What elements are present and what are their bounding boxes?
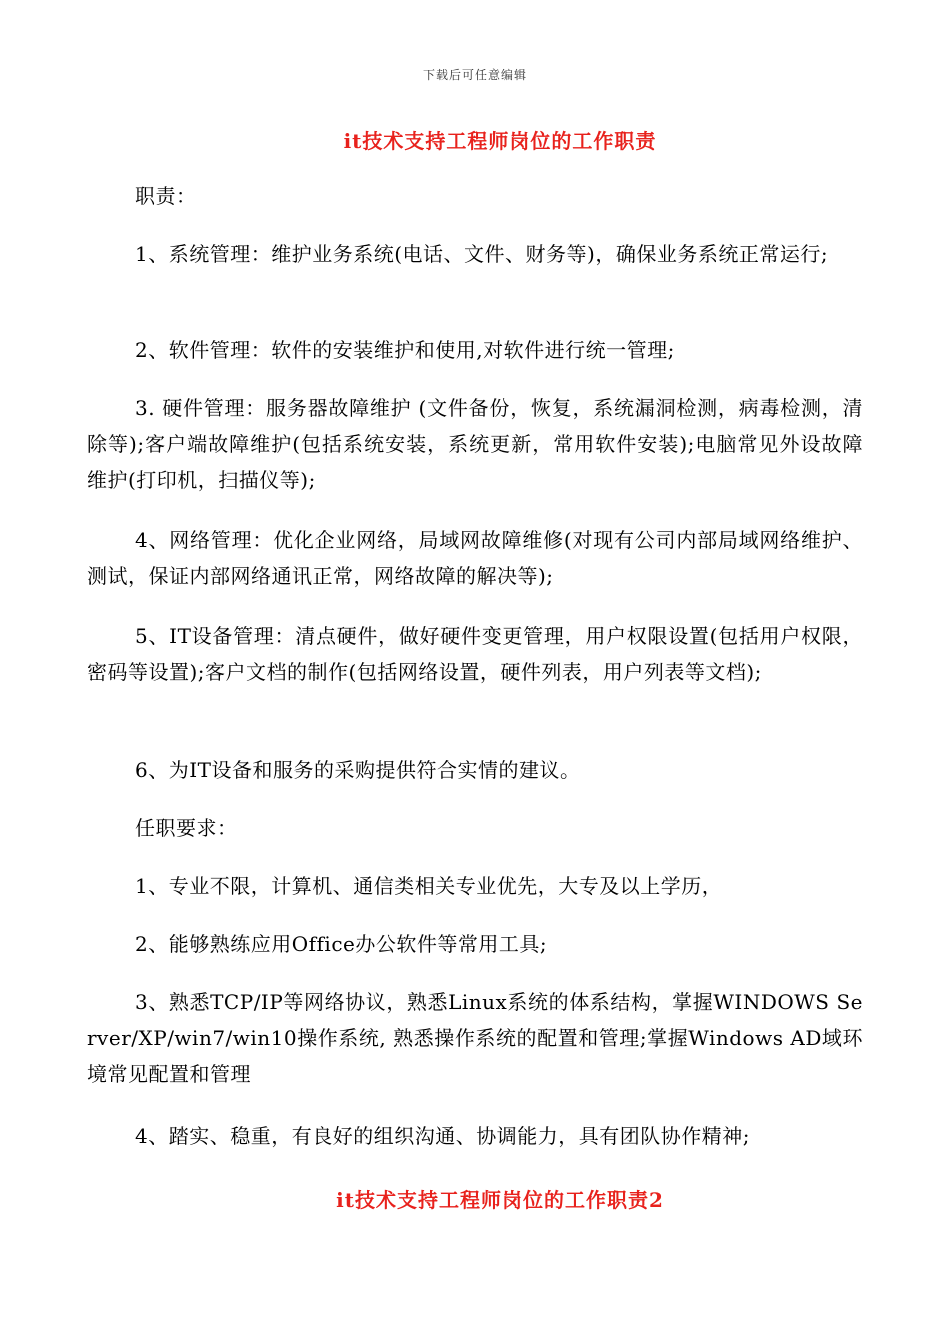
header-note: 下载后可任意编辑	[422, 68, 527, 82]
duty-item-1: 1、系统管理：维护业务系统(电话、文件、财务等)，确保业务系统正常运行;	[135, 242, 829, 266]
requirement-item-3: 3、熟悉TCP/IP等网络协议，熟悉Linux系统的体系结构，掌握WINDOWS Server/XP/win7/win10操作系统, 熟悉操作系统的配置和管理;掌握Windows AD域环境常见配置和管理	[87, 990, 863, 1086]
duties-heading: 职责：	[135, 184, 197, 208]
duty-item-2: 2、软件管理：软件的安装维护和使用,对软件进行统一管理;	[135, 338, 675, 362]
document-title: it技术支持工程师岗位的工作职责	[343, 129, 657, 153]
section-title-2: it技术支持工程师岗位的工作职责2	[336, 1188, 664, 1212]
requirement-item-2: 2、能够熟练应用Office办公软件等常用工具;	[135, 932, 548, 956]
duty-item-6: 6、为IT设备和服务的采购提供符合实情的建议。	[135, 758, 581, 782]
requirements-heading: 任职要求：	[135, 816, 238, 840]
duty-item-5: 5、IT设备管理：清点硬件，做好硬件变更管理，用户权限设置(包括用户权限，密码等设置);客户文档的制作(包括网络设置，硬件列表，用户列表等文档);	[87, 624, 863, 684]
requirement-item-4: 4、踏实、稳重，有良好的组织沟通、协调能力，具有团队协作精神;	[135, 1124, 750, 1148]
requirement-item-1: 1、专业不限，计算机、通信类相关专业优先，大专及以上学历，	[135, 874, 723, 898]
duty-item-4: 4、网络管理：优化企业网络，局域网故障维修(对现有公司内部局域网络维护、测试，保证内部网络通讯正常，网络故障的解决等);	[87, 528, 863, 588]
duty-item-3: 3. 硬件管理：服务器故障维护 (文件备份，恢复，系统漏洞检测，病毒检测，清除等);客户端故障维护(包括系统安装，系统更新，常用软件安装);电脑常见外设故障维护(打印机，扫描仪等);	[87, 396, 863, 492]
